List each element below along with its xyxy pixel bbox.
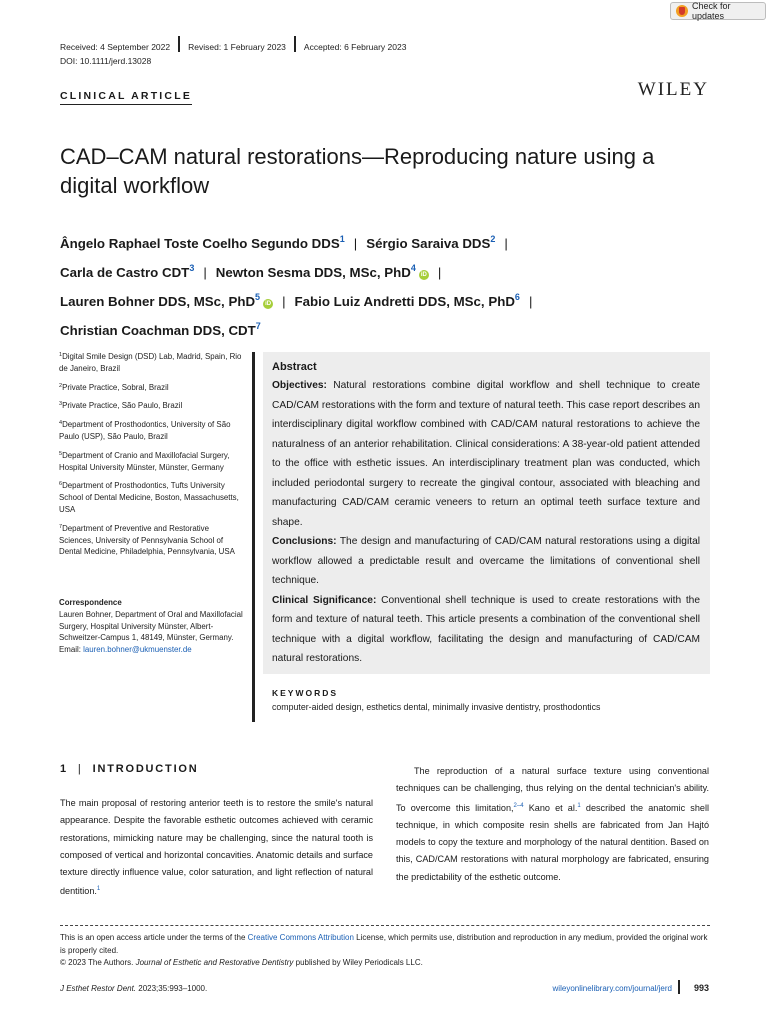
reference-link[interactable]: 2–4 bbox=[513, 802, 524, 809]
author-affiliation-ref[interactable]: 3 bbox=[189, 263, 195, 273]
author-name: Lauren Bohner DDS, MSc, PhD bbox=[60, 294, 256, 309]
author-affiliation-ref[interactable]: 7 bbox=[255, 321, 261, 331]
abstract-rule bbox=[252, 352, 255, 722]
affiliation-item: $^5$Department of Cranio and Maxillofacial Surgery, Hospital University Münster, Münster, Germany bbox=[59, 450, 230, 472]
check-for-updates-label: Check for updates bbox=[692, 1, 731, 21]
author-separator: | bbox=[437, 265, 442, 280]
license-link[interactable]: Creative Commons Attribution bbox=[247, 933, 354, 942]
check-for-updates-button[interactable] bbox=[670, 2, 766, 20]
article-dates bbox=[60, 36, 414, 52]
author-name: Christian Coachman DDS, CDT bbox=[60, 323, 256, 338]
author-separator: | bbox=[353, 236, 358, 251]
reference-link[interactable]: 1 bbox=[96, 886, 101, 893]
orcid-icon[interactable]: iD bbox=[420, 272, 427, 278]
doi: DOI: 10.1111/jerd.13028 bbox=[60, 56, 152, 66]
article-title: CAD–CAM natural restorations—Reproducing nature using a digital workflow bbox=[60, 144, 655, 198]
affiliations bbox=[59, 350, 245, 564]
affiliation-item: $^2$Private Practice, Sobral, Brazil bbox=[59, 382, 169, 392]
keywords-list: computer-aided design, esthetics dental, minimally invasive dentistry, prosthodontics bbox=[272, 702, 601, 712]
page-number-separator bbox=[678, 980, 680, 994]
license-notice bbox=[60, 932, 710, 970]
date-separator bbox=[294, 36, 296, 52]
accepted-date: Accepted: 6 February 2023 bbox=[303, 42, 407, 52]
keywords-heading: KEYWORDS bbox=[272, 688, 339, 698]
author-name: Fabio Luiz Andretti DDS, MSc, PhD bbox=[294, 294, 515, 309]
author-name: Ângelo Raphael Toste Coelho Segundo DDS bbox=[60, 236, 340, 251]
affiliation-item: $^3$Private Practice, São Paulo, Brazil bbox=[59, 401, 183, 411]
correspondence-email-link[interactable]: lauren.bohner@ukmuenster.de bbox=[83, 645, 192, 655]
abstract-significance: Clinical Significance: Conventional shell technique is used to create restorations with the form and texture of natural teeth. This article presents a combination of the conventional shell technique with a digital workflow, facilitating the design and manufacturing of CAD/CAM natural restorations. bbox=[272, 594, 701, 664]
orcid-icon[interactable]: iD bbox=[265, 301, 272, 307]
intro-paragraph-left: The main proposal of restoring anterior teeth is to restore the smile's natural appearance. Despite the favorable esthetic outcomes achieved with ceramic restorations, mimicking nature may be challenging, since the natural tooth is composed of vertical and horizontal concavities. Anatomic details and surface texture directly influence value, color saturation, and light reflection of natural dentition.$^1$ bbox=[60, 798, 373, 897]
author-separator: | bbox=[203, 265, 207, 280]
correspondence-heading: Correspondence bbox=[59, 598, 122, 607]
intro-paragraph-right: The reproduction of a natural surface texture using conventional techniques can be challenging, thus relying on the dental technician's ability. To overcome this limitation,$^{2-4}$ Kano et al.$^1$ described the anatomic shell technique, in which composite resin shells are fabricated from Jan Hajtó models to copy the texture and morphology of the natural dentition. Based on this, CAD/CAM restorations with natural morphology are fabricated, ensuring the predictability of the esthetic outcome. bbox=[396, 766, 709, 882]
publisher-logo: WILEY bbox=[637, 79, 709, 100]
correspondence bbox=[59, 597, 249, 656]
crossmark-icon bbox=[676, 5, 688, 17]
journal-citation: J Esthet Restor Dent. 2023;35:993–1000. bbox=[60, 984, 208, 993]
article-section-label: CLINICAL ARTICLE bbox=[60, 90, 192, 105]
author-name: Sérgio Saraiva DDS bbox=[366, 236, 491, 251]
section-heading-introduction: 1 | INTRODUCTION bbox=[60, 763, 199, 775]
keywords bbox=[272, 688, 712, 712]
author-affiliation-ref[interactable]: 2 bbox=[490, 234, 496, 244]
author-list bbox=[60, 227, 710, 343]
license-line: This is an open access article under the terms of the Creative Commons Attribution License, which permits use, distribution and reproduction in any medium, provided the original work is properly cited. bbox=[60, 933, 708, 955]
page-number: 993 bbox=[693, 983, 709, 993]
abstract-objectives: Objectives: Natural restorations combine digital workflow and shell technique to create CAD/CAM restorations with the form and texture of natural teeth. This case report describes an interdisciplinary digital workflow combined with CAD/CAM natural restorations to achieve the naturalness of an anterior rehabilitation. Clinical considerations: A 38-year-old patient attended to the office with esthetic issues. An interdisciplinary treatment plan was conducted, which included periodontal surgery to recreate the gingival contour, associated with bleaching and manufacturing CAD/CAM ceramic veneers to return an optimal teeth surface texture and shape. bbox=[272, 380, 700, 528]
author-affiliation-ref[interactable]: 5 bbox=[255, 292, 261, 302]
author-name: Newton Sesma DDS, MSc, PhD bbox=[215, 265, 411, 280]
author-separator: | bbox=[282, 294, 286, 309]
affiliation-item: $^4$Department of Prosthodontics, University of São Paulo (USP), São Paulo, Brazil bbox=[59, 420, 231, 441]
received-date: Received: 4 September 2022 bbox=[60, 42, 171, 52]
author-affiliation-ref[interactable]: 1 bbox=[339, 234, 345, 244]
author-affiliation-ref[interactable]: 6 bbox=[514, 292, 520, 302]
correspondence-address: Lauren Bohner, Department of Oral and Maxillofacial Surgery, Hospital University Münster, Albert-Schweitzer-Campus 1, 48149, Münster, Germany. bbox=[59, 609, 243, 643]
footer-divider bbox=[60, 925, 710, 926]
reference-link[interactable]: 1 bbox=[577, 802, 581, 809]
author-separator: | bbox=[528, 294, 533, 309]
abstract-conclusions: Conclusions: The design and manufacturing of CAD/CAM natural restorations using a digital workflow allowed a predictable result and overcame the limitations of conventional shell technique. bbox=[272, 536, 700, 586]
correspondence-email-line: Email: lauren.bohner@ukmuenster.de bbox=[59, 645, 192, 655]
journal-url-link[interactable]: wileyonlinelibrary.com/journal/jerd bbox=[552, 984, 672, 993]
abstract-heading: Abstract bbox=[272, 361, 317, 373]
affiliation-item: $^1$Digital Smile Design (DSD) Lab, Madrid, Spain, Rio de Janeiro, Brazil bbox=[59, 352, 242, 373]
affiliation-item: $^7$Department of Preventive and Restorative Sciences, University of Pennsylvania School of Dental Medicine, Philadelphia, Pennsylvania, USA bbox=[59, 523, 235, 557]
abstract-box bbox=[263, 352, 710, 674]
revised-date: Revised: 1 February 2023 bbox=[188, 42, 286, 52]
copyright-line: © 2023 The Authors. Journal of Esthetic and Restorative Dentistry published by Wiley Periodicals LLC. bbox=[60, 958, 423, 967]
date-separator bbox=[178, 36, 180, 52]
author-affiliation-ref[interactable]: 4 bbox=[410, 263, 416, 273]
author-name: Carla de Castro CDT bbox=[60, 265, 190, 280]
affiliation-item: $^6$Department of Prosthodontics, Tufts University School of Dental Medicine, Boston, Massachusetts, USA bbox=[59, 481, 239, 514]
author-separator: | bbox=[504, 236, 508, 251]
